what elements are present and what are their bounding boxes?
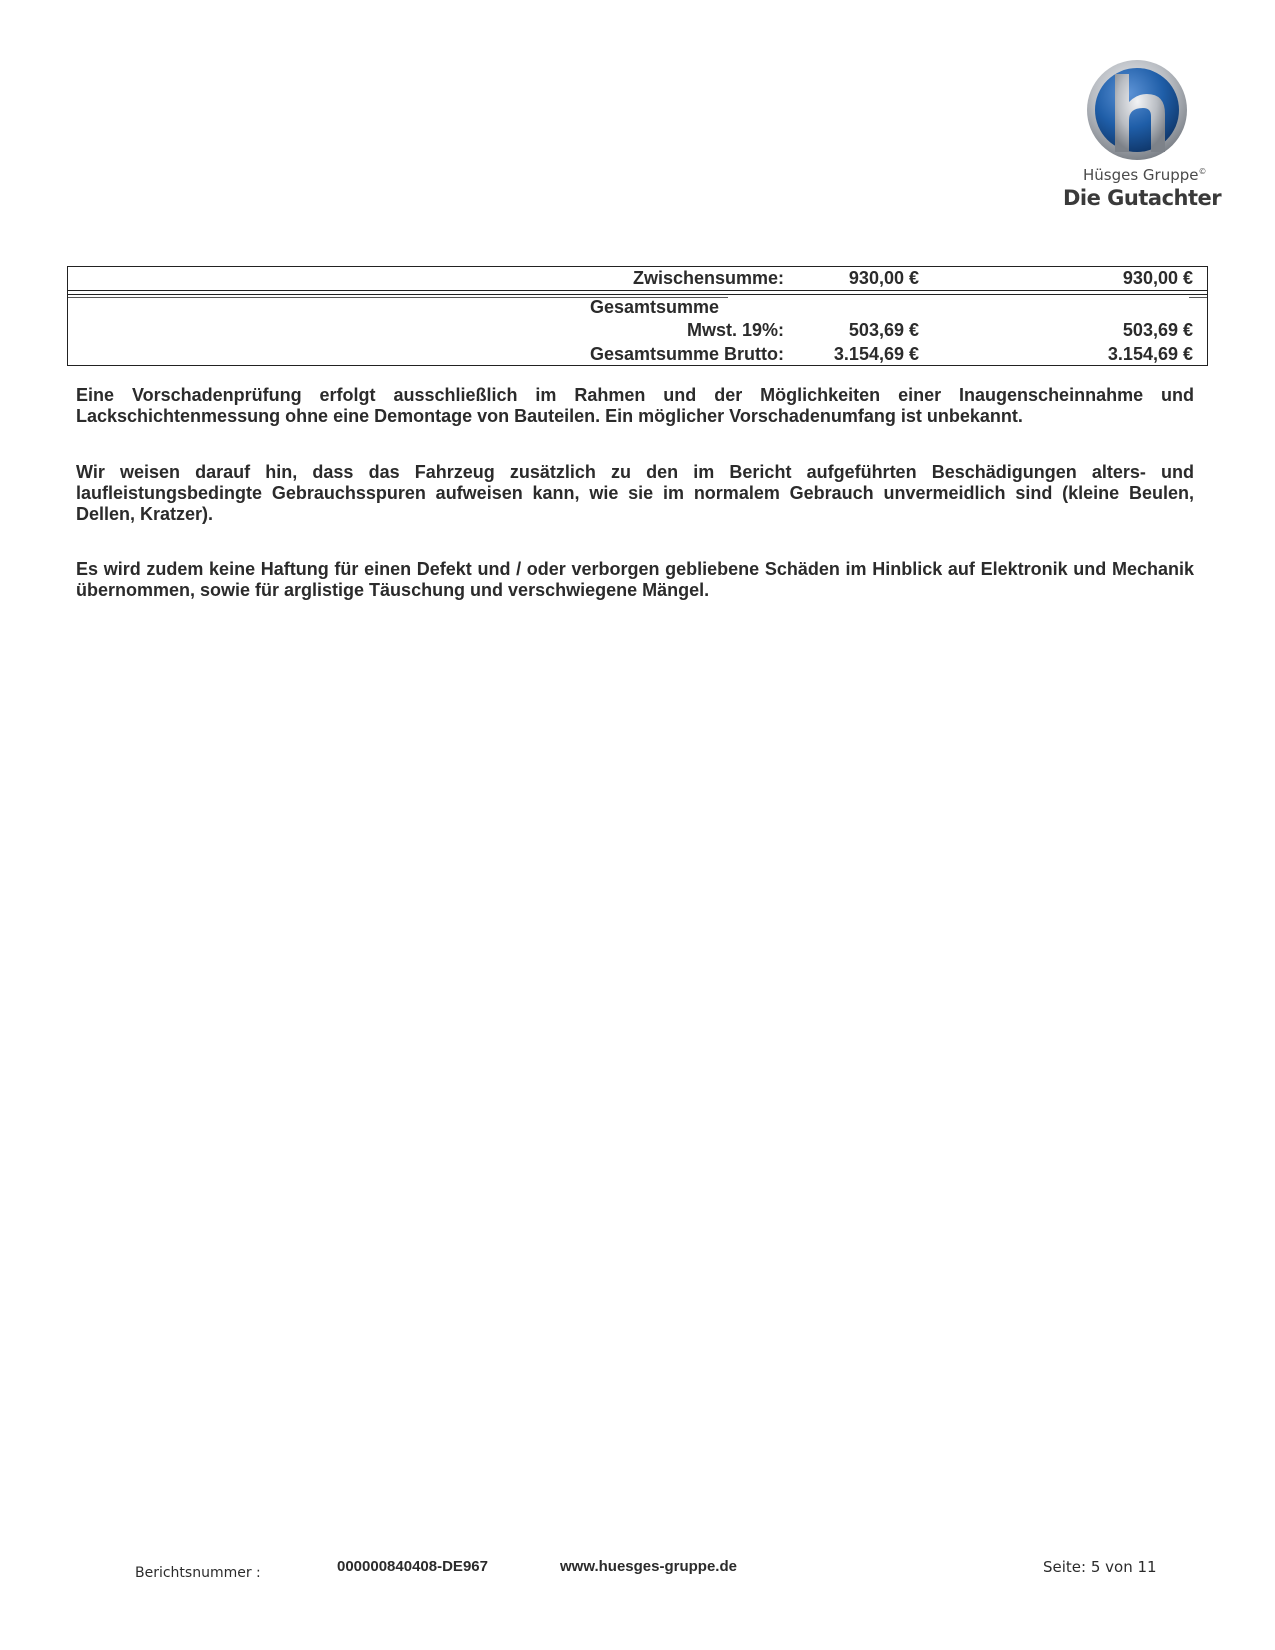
brutto-label: Gesamtsumme Brutto: <box>589 344 784 364</box>
report-number: 000000840408-DE967 <box>337 1558 488 1575</box>
h-logo-icon <box>1085 58 1189 162</box>
mwst-value-1: 503,69 € <box>848 320 919 340</box>
logo-group-name: Hüsges Gruppe© <box>1083 166 1207 184</box>
zwischensumme-value-2: 930,00 € <box>1122 268 1193 288</box>
zwischensumme-label: Zwischensumme: <box>632 268 784 288</box>
disclaimer-paragraph: Eine Vorschadenprüfung erfolgt ausschließlich im Rahmen und der Möglichkeiten einer Inaugenscheinnahme und Lackschichtenmessung ohne eine Demontage von Bauteilen. Ein möglicher Vorschadenumfang ist unbekannt. <box>76 385 1194 426</box>
website-link[interactable]: www.huesges-gruppe.de <box>560 1558 737 1575</box>
disclaimer-paragraph: Es wird zudem keine Haftung für einen Defekt und / oder verborgen gebliebene Schäden im Hinblick auf Elektronik und Mechanik übernommen, sowie für arglistige Täuschung und verschwiegene Mängel. <box>76 559 1194 600</box>
report-number-label: Berichtsnummer : <box>135 1565 261 1581</box>
mwst-label: Mwst. 19%: <box>686 320 784 340</box>
page-number: Seite: 5 von 11 <box>1043 1558 1157 1576</box>
brutto-value-1: 3.154,69 € <box>833 344 919 364</box>
table-divider <box>1189 297 1207 298</box>
disclaimer-paragraph: Wir weisen darauf hin, dass das Fahrzeug zusätzlich zu den im Bericht aufgeführten Beschädigungen alters- und laufleistungsbedingte Gebrauchsspuren aufweisen kann, wie sie im normalem Gebrauch unvermeidlich sind (kleine Beulen, Dellen, Kratzer). <box>76 462 1194 524</box>
mwst-value-2: 503,69 € <box>1122 320 1193 340</box>
brutto-value-2: 3.154,69 € <box>1107 344 1193 364</box>
gesamtsumme-heading: Gesamtsumme <box>590 297 720 317</box>
table-divider <box>68 290 1207 291</box>
totals-table <box>67 266 1208 366</box>
company-logo <box>1055 58 1222 218</box>
table-divider <box>68 294 1207 295</box>
zwischensumme-value-1: 930,00 € <box>848 268 919 288</box>
logo-tagline: Die Gutachter <box>1063 186 1222 210</box>
